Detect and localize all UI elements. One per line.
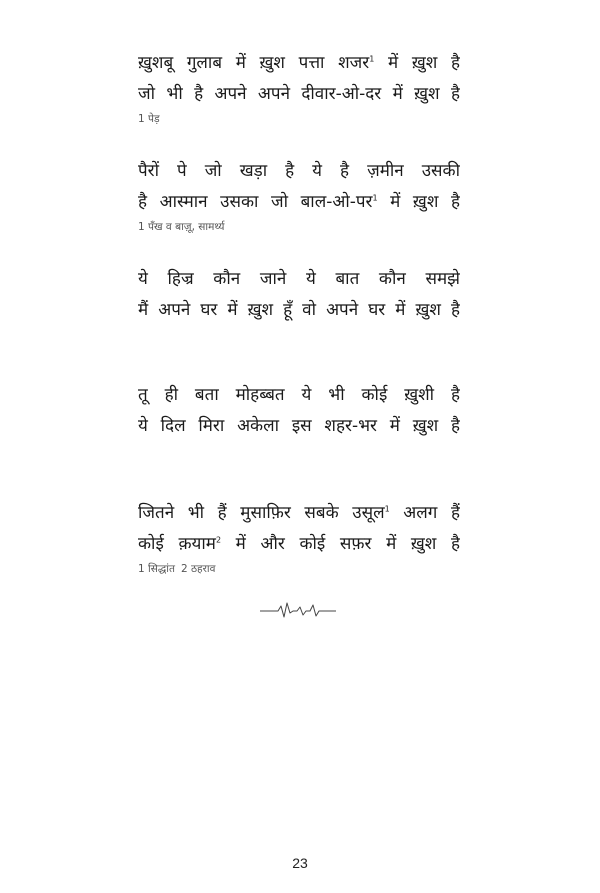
verse-text: अलग हैं: [389, 503, 460, 523]
verse-line: [138, 79, 460, 110]
footnote-marker: 2: [215, 535, 222, 545]
verse-line: [138, 156, 460, 187]
verse-text: में ख़ुश है: [374, 53, 460, 73]
footnote: [138, 220, 460, 234]
stanza-4: [138, 380, 460, 442]
verse-line: [138, 48, 460, 79]
stanza-5: [138, 498, 460, 576]
footnote-text: 1 पँख व बाज़ू, सामर्थ्य: [138, 221, 225, 233]
verse-text: जो भी है अपने अपने दीवार-ओ-दर में ख़ुश है: [138, 84, 460, 104]
verse-line: [138, 264, 460, 295]
stanza-2: [138, 156, 460, 234]
verse-line: [138, 498, 460, 529]
verse-line: [138, 411, 460, 442]
footnote-text: 1 पेड़: [138, 113, 160, 125]
stanza-1: [138, 48, 460, 126]
footnote-marker: 1: [369, 54, 375, 64]
footnote-text: 2 ठहराव: [180, 563, 216, 575]
verse-text: जितने भी हैं मुसाफ़िर सबके उसूल: [138, 503, 385, 523]
verse-text: में और कोई सफ़र में ख़ुश है: [221, 534, 460, 554]
verse-text: है आस्मान उसका जो बाल-ओ-पर: [138, 192, 373, 212]
page-number: 23: [292, 855, 308, 871]
verse-line: [138, 295, 460, 326]
footnote-text: 1 सिद्धांत: [138, 563, 175, 575]
verse-line: [138, 187, 460, 218]
verse-text: तू ही बता मोहब्बत ये भी कोई ख़ुशी है: [138, 385, 460, 405]
footnote-marker: 1: [384, 504, 390, 514]
verse-line: [138, 380, 460, 411]
verse-line: [138, 529, 460, 560]
verse-text: ख़ुशबू गुलाब में ख़ुश पत्ता शजर: [138, 53, 370, 73]
footnote-marker: 1: [372, 193, 378, 203]
verse-text: ये दिल मिरा अकेला इस शहर-भर में ख़ुश है: [138, 416, 460, 436]
verse-text: ये हिज्र कौन जाने ये बात कौन समझे: [138, 269, 460, 289]
footnote: [138, 112, 460, 126]
stanza-3: [138, 264, 460, 326]
verse-text: कोई क़याम: [138, 534, 216, 554]
verse-text: मैं अपने घर में ख़ुश हूँ वो अपने घर में ख़ुश है: [138, 300, 460, 320]
verse-text: में ख़ुश है: [377, 192, 460, 212]
verse-text: पैरों पे जो खड़ा है ये है ज़मीन उसकी: [138, 161, 460, 181]
heartbeat-divider-icon: [258, 600, 338, 622]
footnote: [138, 562, 460, 576]
